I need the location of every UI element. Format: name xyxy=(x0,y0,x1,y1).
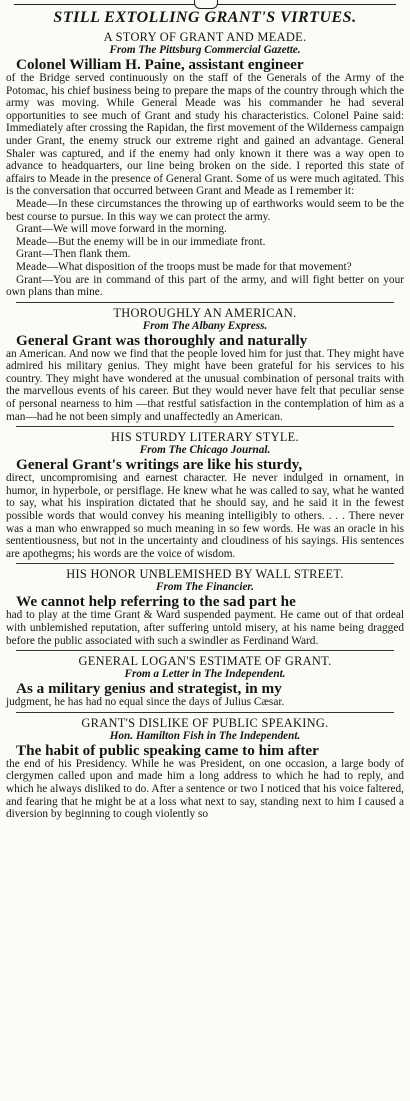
section-source: From The Financier. xyxy=(156,581,254,594)
article-logan-estimate xyxy=(6,654,404,709)
dialogue-line: Grant—You are in command of this part of the army, and will fight better on your own plans than mine. xyxy=(6,273,404,299)
dialogue-line: Meade—But the enemy will be in our immediate front. xyxy=(16,235,266,248)
lead-text: General Grant was thoroughly and naturally xyxy=(16,331,308,349)
body-text: had to play at the time Grant & Ward suspended payment. He came out of that ordeal with unblemished reputation, after suffering untold misery, at his name being dragged before the public associated with such a swindler as Ferdinand Ward. xyxy=(6,609,404,647)
body-text: direct, uncompromising and earnest character. He never indulged in ornament, in humor, in hyperbole, or persiflage. He knew what he was called to say, what he wanted to say, what his inspiration dictated that he should say, and he said it in the fewest possible words that would convey his meaning intelligibly to others. . . . There never was a man who enwrapped so much meaning in so few words. He was an oracle in his sententiousness, but not in the uncertainty and cloudiness of his sayings. His sentences are apothegms; his words are the voice of wisdom. xyxy=(6,472,404,560)
article-literary-style xyxy=(6,430,404,560)
section-title: HIS HONOR UNBLEMISHED BY WALL STREET. xyxy=(66,567,344,582)
lead-line xyxy=(6,743,404,758)
section-source: From The Albany Express. xyxy=(142,319,268,332)
section-title: HIS STURDY LITERARY STYLE. xyxy=(111,430,299,445)
lead-text: As a military genius and strategist, in my xyxy=(16,680,282,698)
lead-text: We cannot help referring to the sad part he xyxy=(16,593,296,611)
page-title: STILL EXTOLLING GRANT'S VIRTUES. xyxy=(53,9,357,26)
article-thoroughly-american xyxy=(6,306,404,424)
section-divider xyxy=(16,563,394,564)
lead-line xyxy=(6,681,404,696)
lead-text: Colonel William H. Paine, assistant engineer xyxy=(16,56,304,73)
body-text: judgment, he has had no equal since the days of Julius Cæsar. xyxy=(6,696,285,709)
section-source: From The Chicago Journal. xyxy=(139,444,271,457)
section-divider xyxy=(16,426,394,427)
section-divider xyxy=(16,650,394,651)
top-rule xyxy=(14,4,396,5)
dialogue-line: Meade—What disposition of the troops must be made for that movement? xyxy=(16,260,352,273)
dialogue-line: Grant—Then flank them. xyxy=(16,248,131,261)
lead-line xyxy=(6,594,404,609)
article-grant-and-meade xyxy=(6,30,404,299)
section-title: A STORY OF GRANT AND MEADE. xyxy=(103,30,307,44)
newspaper-column xyxy=(6,0,404,821)
lead-line xyxy=(6,457,404,472)
section-divider xyxy=(16,712,394,713)
section-source: Hon. Hamilton Fish in The Independent. xyxy=(109,729,301,742)
section-title: GENERAL LOGAN'S ESTIMATE OF GRANT. xyxy=(78,654,332,669)
dialogue-line: Grant—We will move forward in the morning. xyxy=(16,223,227,236)
section-source: From The Pittsburg Commercial Gazette. xyxy=(109,44,301,56)
lead-line xyxy=(6,57,404,72)
lead-line xyxy=(6,333,404,348)
body-text: an American. And now we find that the people loved him for just that. They might have admired his military genius. They might have been grateful for his services to his country. They might have wondered at the unusual combination of personal traits with the marvellous events of his career. But they would never have felt that peculiar sense of personal nearness to him —that restful satisfaction in the contemplation of him as a man—had he not been simply and unaffectedly an American. xyxy=(6,347,404,423)
lead-text: The habit of public speaking came to him after xyxy=(16,741,319,759)
section-title: THOROUGHLY AN AMERICAN. xyxy=(113,305,297,320)
body-text: of the Bridge served continuously on the staff of the Generals of the Army of the Potomac, his chief business being to prepare the maps of the country through which the army was moving. While General Meade was his commander he had several opportunities to see much of Grant and study his characteristics. Colonel Paine said: Immediately after crossing the Rapidan, the first movement of the Wilderness campaign under Grant, the enemy struck our extreme right and gained an advantage. General Shaler was captured, and if the enemy had only known it there was a way open to advance to headquarters, our line being broken on the side. I reported this state of affairs to Meade in the presence of General Grant. Some of us were much agitated. This is the conversation that occurred between Grant and Meade as I remember it: xyxy=(6,72,404,198)
article-wall-street xyxy=(6,567,404,647)
dialogue-line: Meade—In these circumstances the throwing up of earthworks would seem to be the best course to pursue. In this way we can protect the army. xyxy=(6,197,404,223)
section-title: GRANT'S DISLIKE OF PUBLIC SPEAKING. xyxy=(81,715,329,730)
body-text: the end of his Presidency. While he was President, on one occasion, a large body of clergymen called upon and made him a long address to which he had to reply, and which he always disliked to do. After a sentence or two I noticed that his voice faltered, and fearing that he might be at a loss what next to say, standing next to him I caused a diversion by beginning to cough violently so xyxy=(6,757,404,821)
lead-text: General Grant's writings are like his sturdy, xyxy=(16,456,303,474)
article-public-speaking xyxy=(6,716,404,821)
section-source: From a Letter in The Independent. xyxy=(124,668,286,681)
section-divider xyxy=(16,302,394,303)
rule-ornament xyxy=(194,0,218,9)
